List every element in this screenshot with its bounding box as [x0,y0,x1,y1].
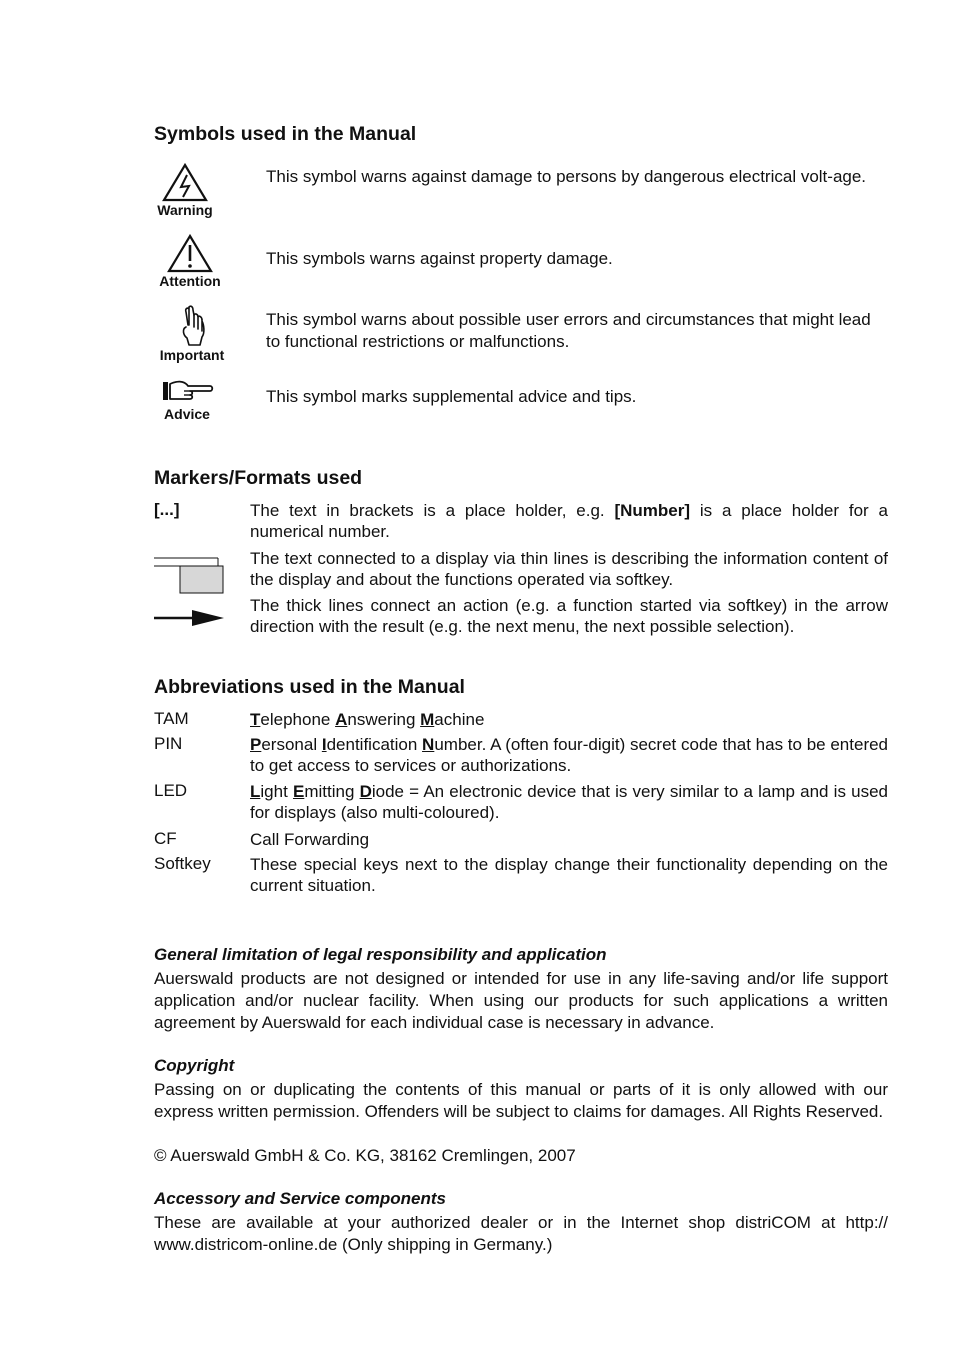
abbreviations-heading: Abbreviations used in the Manual [154,676,465,698]
advice-pointing-hand-icon [160,378,214,406]
symbol-label: Important [159,347,225,363]
symbol-description: This symbol warns about possible user errors and circumstances that might lead to functional restrictions or malfunctions. [266,310,871,351]
thick-arrow-icon [154,607,226,631]
abbreviation-key: TAM [154,709,189,728]
accessory-heading: Accessory and Service components [154,1189,446,1208]
abbreviation-definition: Light Emitting Diode = An electronic device that is very similar to a lamp and is used for displays (also multi-coloured). [250,782,888,822]
symbols-heading: Symbols used in the Manual [154,123,417,145]
markers-heading: Markers/Formats used [154,467,363,489]
marker-description: The text connected to a display via thin lines is describing the information content of the display and about the functions operated via softkey. [250,549,888,589]
symbol-description: This symbol warns against damage to persons by dangerous electrical volt-age. [266,167,867,186]
marker-description: The text in brackets is a place holder, e.g. [Number] is a place holder for a numerical number. [250,501,888,541]
display-box-icon [154,554,226,600]
symbol-label: Warning [157,202,213,218]
abbreviation-key: LED [154,781,188,800]
legal-text: Auerswald products are not designed or intended for use in any life-saving and/or life support application and/or nuclear facility. When using our products for such applications a written agreement by Auerswald for each individual case is necessary in advance. [154,969,888,1032]
symbol-description: This symbols warns against property damage. [266,249,613,268]
abbreviation-definition: These special keys next to the display change their functionality depending on the current situation. [250,855,888,895]
attention-exclamation-icon [166,233,214,273]
abbreviation-definition: Call Forwarding [250,830,370,849]
copyright-line: © Auerswald GmbH & Co. KG, 38162 Cremlingen, 2007 [154,1146,576,1165]
important-hand-icon [172,305,212,347]
accessory-text: These are available at your authorized dealer or in the Internet shop distriCOM at http:// www.districom-online.de (Only shipping in Germany.) [154,1213,888,1254]
abbreviation-definition: Personal Identification Number. A (often four-digit) secret code that has to be entered to get access to services or authorizations. [250,735,889,775]
abbreviation-key: CF [154,829,177,848]
warning-lightning-icon [161,162,209,202]
marker-description: The thick lines connect an action (e.g. a function started via softkey) in the arrow direction with the result (e.g. the next menu, the next possible selection). [250,596,888,636]
copyright-heading: Copyright [154,1056,235,1075]
copyright-text: Passing on or duplicating the contents of this manual or parts of it is only allowed with our express written permission. Offenders will be subject to claims for damages. All Rights Reserved. [154,1080,888,1121]
abbreviation-key: Softkey [154,854,211,873]
bracket-marker: [...] [154,500,180,519]
symbol-description: This symbol marks supplemental advice and tips. [266,387,637,406]
symbol-label: Attention [159,273,221,289]
symbol-label: Advice [164,406,210,422]
abbreviation-key: PIN [154,734,183,753]
abbreviation-definition: Telephone Answering Machine [250,710,485,729]
legal-heading: General limitation of legal responsibility and application [154,945,607,964]
